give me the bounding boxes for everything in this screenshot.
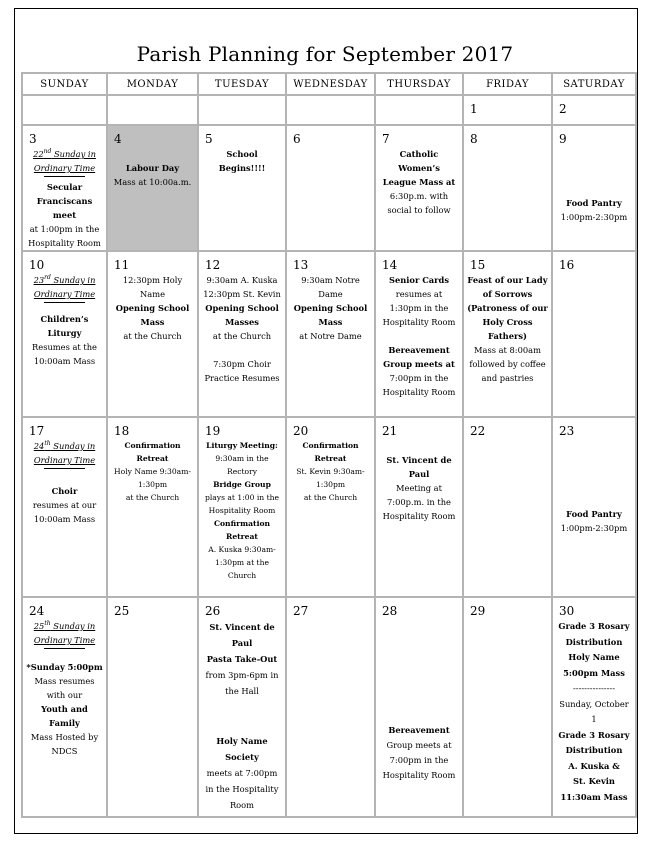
day-cell	[375, 125, 463, 251]
day-cell	[107, 251, 198, 417]
event-text: St. Vincent de Paul Pasta Take-Out from 3pm-6pm in the Hall Holy Name Society meets at 7:00pm in the Hospitality Room	[205, 622, 279, 810]
day-cell	[463, 417, 552, 597]
day-number: 2	[559, 102, 567, 116]
day-number: 13	[293, 258, 309, 272]
day-cell	[552, 597, 636, 817]
day-number: 27	[293, 604, 309, 618]
day-number: 21	[382, 424, 398, 438]
day-number: 5	[205, 132, 213, 146]
day-number: 4	[114, 132, 122, 146]
day-cell-empty	[107, 95, 198, 125]
day-cell	[552, 95, 636, 125]
day-number: 25	[114, 604, 130, 618]
day-number: 26	[205, 604, 221, 618]
day-cell	[22, 251, 107, 417]
day-cell-empty	[286, 95, 375, 125]
day-cell-empty	[22, 95, 107, 125]
event-text: 9:30am Notre Dame Opening School Mass at Notre Dame	[293, 275, 368, 341]
liturgical-label: 25th Sunday in Ordinary Time *Sunday 5:00pm Mass resumes with our Youth and Family Mass Hosted by NDCS	[26, 620, 103, 756]
day-cell	[198, 597, 286, 817]
day-cell	[198, 251, 286, 417]
liturgical-label: 22nd Sunday in Ordinary Time Secular Franciscans meet at 1:00pm in the Hospitality Room	[28, 148, 101, 248]
day-cell	[375, 597, 463, 817]
week-row	[22, 125, 636, 251]
day-number: 20	[293, 424, 309, 438]
day-cell	[107, 597, 198, 817]
day-number: 12	[205, 258, 221, 272]
event-text: School Begins!!!!	[218, 149, 266, 173]
day-cell	[552, 417, 636, 597]
event-text: Food Pantry 1:00pm-2:30pm	[560, 198, 628, 222]
page-title: Parish Planning for September 2017	[136, 42, 514, 66]
day-cell	[463, 597, 552, 817]
day-number: 7	[382, 132, 390, 146]
day-number: 8	[470, 132, 478, 146]
liturgical-label: 24th Sunday in Ordinary Time Choir resumes at our 10:00am Mass	[32, 440, 97, 524]
day-number: 19	[205, 424, 221, 438]
header-saturday: SATURDAY	[552, 73, 636, 95]
day-cell	[286, 125, 375, 251]
day-cell-holiday	[107, 125, 198, 251]
liturgical-label: 23rd Sunday in Ordinary Time Children’s Liturgy Resumes at the 10:00am Mass	[32, 274, 97, 366]
header-tuesday: TUESDAY	[198, 73, 286, 95]
day-number: 24	[29, 604, 45, 618]
day-cell	[463, 125, 552, 251]
event-text: 12:30pm Holy Name Opening School Mass at the Church	[115, 275, 190, 341]
event-text: Labour Day Mass at 10:00a.m.	[113, 163, 192, 187]
event-text: Grade 3 Rosary Distribution Holy Name 5:00pm Mass --------------- Sunday, October 1 Grade 3 Rosary Distribution A. Kuska & St. Kevin 11:30am Mass	[558, 621, 630, 802]
day-cell-empty	[198, 95, 286, 125]
event-text: Bereavement Group meets at 7:00pm in the Hospitality Room	[382, 725, 456, 780]
day-cell	[286, 251, 375, 417]
day-cell	[107, 417, 198, 597]
day-cell	[552, 125, 636, 251]
event-text: 9:30am A. Kuska 12:30pm St. Kevin Opening School Masses at the Church 7:30pm Choir Practice Resumes	[203, 275, 281, 383]
day-number: 17	[29, 424, 45, 438]
day-number: 16	[559, 258, 575, 272]
day-cell	[552, 251, 636, 417]
day-number: 10	[29, 258, 45, 272]
day-cell	[286, 597, 375, 817]
day-cell	[375, 251, 463, 417]
event-text: Food Pantry 1:00pm-2:30pm	[560, 509, 628, 533]
event-text: Senior Cards resumes at 1:30pm in the Hospitality Room Bereavement Group meets at 7:00pm in the Hospitality Room	[382, 275, 456, 397]
event-text: Catholic Women’s League Mass at 6:30p.m. with social to follow	[382, 149, 456, 215]
day-cell	[463, 95, 552, 125]
day-number: 30	[559, 604, 575, 618]
header-sunday: SUNDAY	[22, 73, 107, 95]
day-number: 18	[114, 424, 130, 438]
day-cell	[22, 125, 107, 251]
day-cell	[198, 417, 286, 597]
calendar-grid	[21, 72, 637, 818]
week-row	[22, 417, 636, 597]
day-cell	[375, 417, 463, 597]
event-text: Liturgy Meeting: 9:30am in the Rectory Bridge Group plays at 1:00 in the Hospitality Room Confirmation Retreat A. Kuska 9:30am- 1:30pm at the Church	[204, 441, 280, 580]
day-cell	[198, 125, 286, 251]
week-row	[22, 95, 636, 125]
day-number: 1	[470, 102, 478, 116]
day-number: 9	[559, 132, 567, 146]
day-cell-empty	[375, 95, 463, 125]
day-number: 14	[382, 258, 398, 272]
day-number: 23	[559, 424, 575, 438]
week-row	[22, 251, 636, 417]
day-cell	[22, 597, 107, 817]
header-friday: FRIDAY	[463, 73, 552, 95]
day-cell	[286, 417, 375, 597]
day-number: 11	[114, 258, 130, 272]
event-text: Confirmation Retreat St. Kevin 9:30am- 1:30pm at the Church	[296, 441, 365, 502]
weekday-header-row	[22, 73, 636, 95]
header-thursday: THURSDAY	[375, 73, 463, 95]
day-number: 22	[470, 424, 486, 438]
day-number: 15	[470, 258, 486, 272]
event-text: Feast of our Lady of Sorrows (Patroness of our Holy Cross Fathers) Mass at 8:00am followed by coffee and pastries	[467, 275, 548, 383]
day-number: 29	[470, 604, 486, 618]
day-number: 6	[293, 132, 301, 146]
event-text: Confirmation Retreat Holy Name 9:30am- 1:30pm at the Church	[114, 441, 191, 502]
week-row	[22, 597, 636, 817]
day-cell	[463, 251, 552, 417]
day-cell	[22, 417, 107, 597]
day-number: 28	[382, 604, 398, 618]
event-text: St. Vincent de Paul Meeting at 7:00p.m. in the Hospitality Room	[382, 455, 456, 521]
day-number: 3	[29, 132, 37, 146]
header-monday: MONDAY	[107, 73, 198, 95]
header-wednesday: WEDNESDAY	[286, 73, 375, 95]
